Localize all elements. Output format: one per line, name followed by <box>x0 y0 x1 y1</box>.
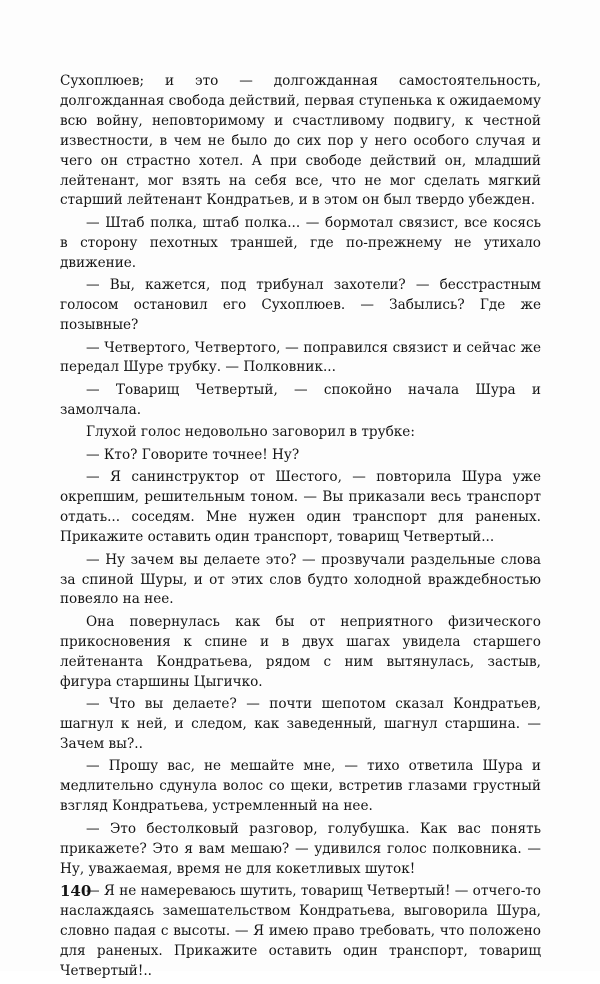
paragraph: — Прошу вас, не мешайте мне, — тихо ответила Шура и медлительно сдунула волос со щеки, встретив глазами грустный взгляд Кондратьева, устремленный на нее. <box>60 758 541 815</box>
page-number: 140 <box>60 882 92 900</box>
paragraph: — Товарищ Четвертый, — спокойно начала Шура и замолчала. <box>60 381 541 418</box>
paragraph: — Я санинструктор от Шестого, — повторила Шура уже окрепшим, решительным тоном. — Вы приказали весь транспорт отдать... соседям. Мне нужен один транспорт для раненых. Прикажите оставить один транспорт, товарищ Четвертый... <box>60 469 541 546</box>
paragraph: — Что вы делаете? — почти шепотом сказал Кондратьев, шагнул к ней, и следом, как заведенный, шагнул старшина. — Зачем вы?.. <box>60 696 541 752</box>
paragraph: — Ну зачем вы делаете это? — прозвучали раздельные слова за спиной Шуры, и от этих слов будто холодной враждебностью повеяло на нее. <box>60 551 541 608</box>
paragraph: Глухой голос недовольно заговорил в трубке: <box>86 424 415 441</box>
paragraph: — Я не намереваюсь шутить, товарищ Четвертый! — отчего-то наслаждаясь замешательством Кондратьева, выговорила Шура, словно падая с высоты. — Я имею право требовать, что положено для раненых. Прикажите оставить один транспорт, товарищ Четвертый!.. <box>60 883 541 979</box>
body-text <box>60 72 541 984</box>
paragraph: — Кто? Говорите точнее! Ну? <box>86 446 300 463</box>
paragraph: — Вы, кажется, под трибунал захотели? — бесстрастным голосом остановил его Сухоплюев. — Забылись? Где же позывные? <box>60 277 541 334</box>
paragraph: — Это бестолковый разговор, голубушка. Как вас понять прикажете? Это я вам мешаю? — удивился голос полковника. — Ну, уважаемая, время не для кокетливых шуток! <box>60 820 541 877</box>
paragraph: Сухоплюев; и это — долгожданная самостоятельность, долгожданная свобода действий, первая ступенька к ожидаемому всю войну, неповторимому и счастливому подвигу, к честной известности, в чем не было до сих пор у него особого случая и чего он страстно хотел. А при свободе действий он, младший лейтенант, мог взять на себя все, что не мог сделать мягкий старший лейтенант Кондратьев, и в этом он был твердо убежден. <box>60 73 541 209</box>
paragraph: — Штаб полка, штаб полка... — бормотал связист, все косясь в сторону пехотных траншей, где по-прежнему не утихало движение. <box>60 214 541 271</box>
paragraph: — Четвертого, Четвертого, — поправился связист и сейчас же передал Шуре трубку. — Полковник... <box>60 339 541 376</box>
paragraph: Она повернулась как бы от неприятного физического прикосновения к спине и в двух шагах увидела старшего лейтенанта Кондратьева, рядом с ним вытянулась, застыв, фигура старшины Цыгичко. <box>60 613 541 690</box>
